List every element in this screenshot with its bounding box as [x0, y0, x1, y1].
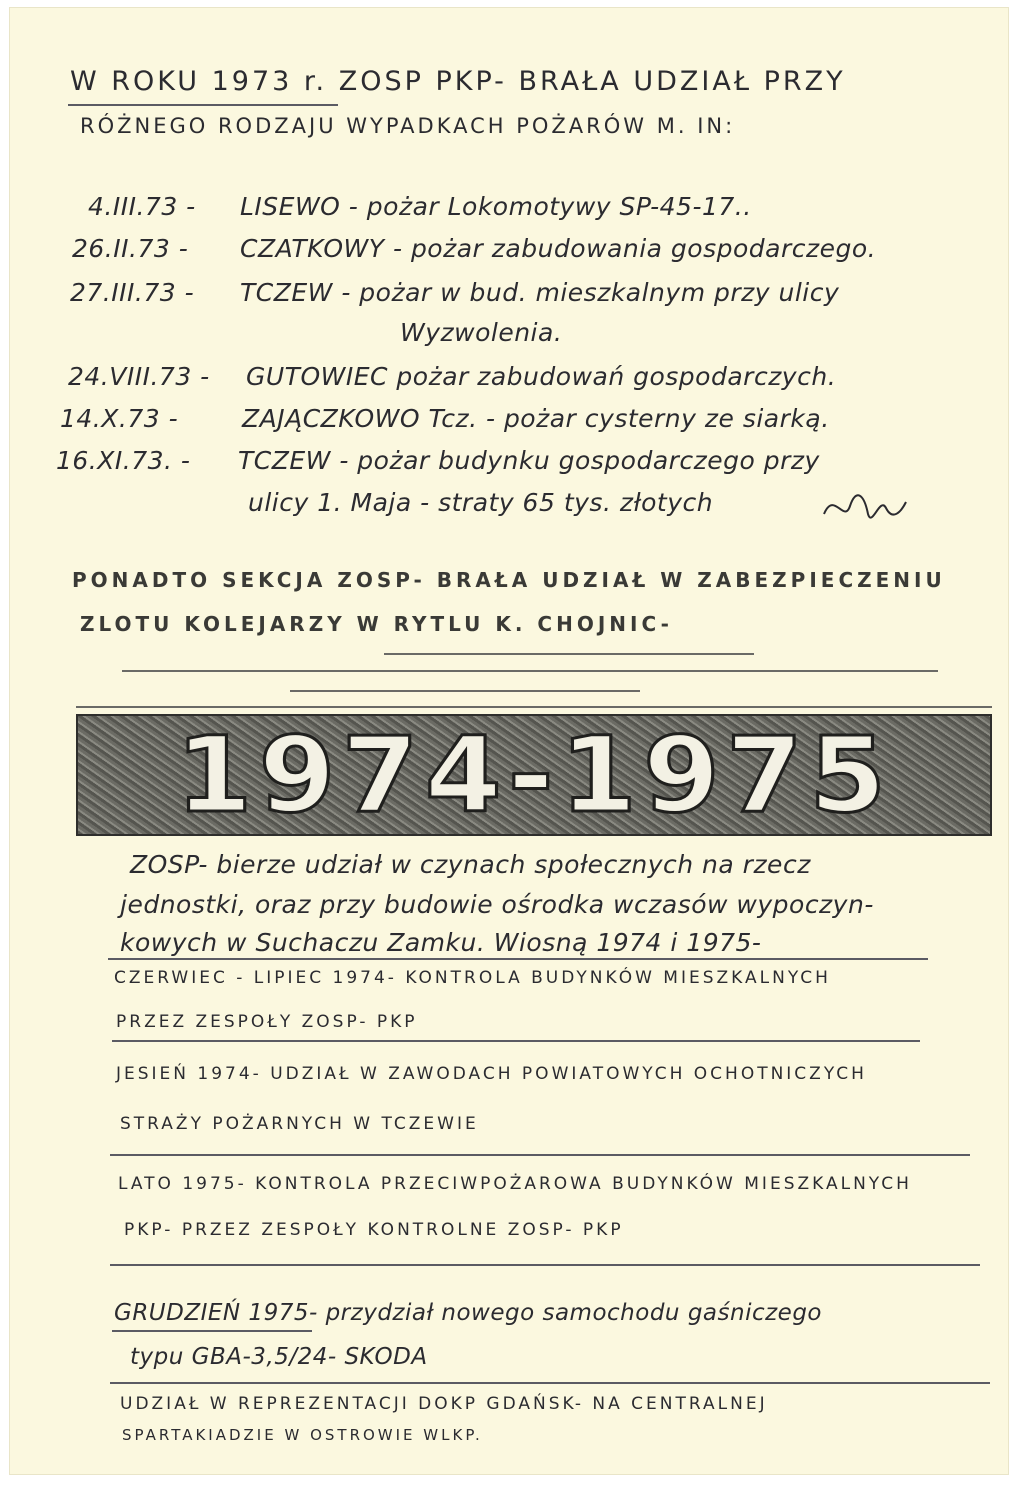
entry-4-line-1: GRUDZIEŃ 1975- przydział nowego samochodu gaśniczego	[114, 1300, 823, 1326]
entry-4-line-2: typu GBA-3,5/24- SKODA	[130, 1344, 428, 1370]
entry-3-line-2: PKP- PRZEZ ZESPOŁY KONTROLNE ZOSP- PKP	[124, 1220, 624, 1240]
event-text-5: ZAJĄCZKOWO Tcz. - pożar cysterny ze siarką.	[242, 404, 830, 433]
entry-1-rule-top	[108, 958, 928, 960]
event-text-3: TCZEW - pożar w bud. mieszkalnym przy ulicy	[240, 278, 840, 307]
paragraph-line-3: kowych w Suchaczu Zamku. Wiosną 1974 i 1975-	[120, 928, 762, 957]
event-text-2: CZATKOWY - pożar zabudowania gospodarczego.	[240, 234, 877, 263]
entry-3-line-1: LATO 1975- KONTROLA PRZECIWPOŻAROWA BUDYNKÓW MIESZKALNYCH	[118, 1174, 912, 1194]
notebook-page	[10, 8, 1008, 1474]
entry-2-rule-bottom	[110, 1154, 970, 1156]
entry-5-line-2: SPARTAKIADZIE W OSTROWIE WLKP.	[122, 1426, 483, 1444]
entry-2-line-2: STRAŻY POŻARNYCH W TCZEWIE	[120, 1114, 479, 1134]
entry-2-line-1: JESIEŃ 1974- UDZIAŁ W ZAWODACH POWIATOWYCH OCHOTNICZYCH	[116, 1064, 867, 1084]
entry-4-underline	[112, 1330, 312, 1332]
event-date-5: 14.X.73 -	[60, 404, 179, 433]
event-text-1: LISEWO - pożar Lokomotywy SP-45-17..	[240, 192, 752, 221]
ponadto-line-2: ZLOTU KOLEJARZY W RYTLU K. CHOJNIC-	[80, 612, 673, 636]
divider-2	[122, 670, 938, 672]
header-underline	[68, 104, 338, 106]
event-date-3: 27.III.73 -	[70, 278, 195, 307]
entry-4-rule-bottom	[110, 1382, 990, 1384]
ponadto-line-1: PONADTO SEKCJA ZOSP- BRAŁA UDZIAŁ W ZABEZPIECZENIU	[72, 568, 946, 592]
event-text-3-cont: Wyzwolenia.	[400, 318, 563, 347]
divider-1	[384, 653, 754, 655]
header-line-1: W ROKU 1973 r. ZOSP PKP- BRAŁA UDZIAŁ PRZY	[70, 66, 846, 97]
entry-1-line-1: CZERWIEC - LIPIEC 1974- KONTROLA BUDYNKÓW MIESZKALNYCH	[114, 968, 831, 988]
entry-1-line-2: PRZEZ ZESPOŁY ZOSP- PKP	[116, 1012, 418, 1032]
divider-4	[76, 706, 992, 708]
event-text-6-cont: ulicy 1. Maja - straty 65 tys. złotych	[248, 488, 714, 517]
header-line-2: RÓŻNEGO RODZAJU WYPADKACH POŻARÓW M. IN:	[80, 114, 736, 138]
divider-3	[290, 690, 640, 692]
event-date-2: 26.II.73 -	[72, 234, 189, 263]
entry-3-rule-bottom	[110, 1264, 980, 1266]
year-banner	[76, 714, 992, 836]
event-date-4: 24.VIII.73 -	[68, 362, 210, 391]
paragraph-line-1: ZOSP- bierze udział w czynach społecznych na rzecz	[130, 850, 811, 879]
event-text-4: GUTOWIEC pożar zabudowań gospodarczych.	[246, 362, 837, 391]
paragraph-line-2: jednostki, oraz przy budowie ośrodka wczasów wypoczyn-	[120, 890, 874, 919]
year-banner-text: 1974-1975	[175, 714, 893, 836]
entry-1-rule-bottom	[112, 1040, 920, 1042]
event-date-1: 4.III.73 -	[88, 192, 196, 221]
event-date-6: 16.XI.73. -	[56, 446, 191, 475]
event-text-6: TCZEW - pożar budynku gospodarczego przy	[238, 446, 820, 475]
entry-5-line-1: UDZIAŁ W REPREZENTACJI DOKP GDAŃSK- NA CENTRALNEJ	[120, 1394, 768, 1414]
signature	[820, 484, 910, 530]
